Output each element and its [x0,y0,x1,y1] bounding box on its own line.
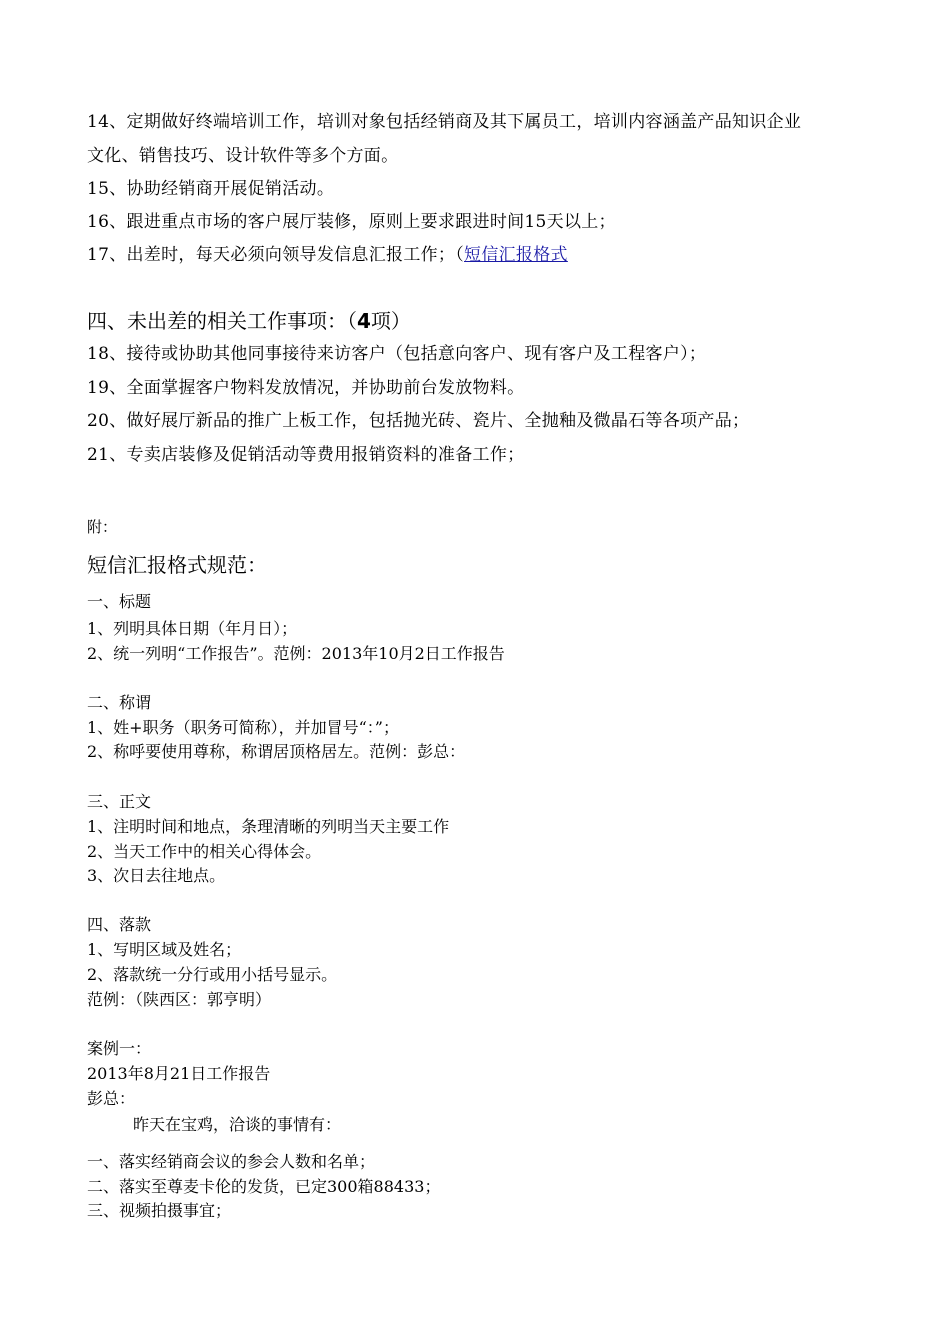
sms-format-link[interactable]: 短信汇报格式 [464,245,568,265]
work-item-18: 18、接待或协助其他同事接待来访客户（包括意向客户、现有客户及工程客户）； [87,344,707,364]
case-one-intro: 昨天在宝鸡，洽谈的事情有： [133,1115,342,1134]
work-item-16: 16、跟进重点市场的客户展厅装修，原则上要求跟进时间15天以上； [87,212,616,232]
signature-example: 范例：（陕西区：郭亨明） [87,990,272,1009]
work-item-15: 15、协助经销商开展促销活动。 [87,179,335,199]
case-one-item-1: 一、落实经销商会议的参会人数和名单； [87,1152,376,1171]
body-rule-1: 1、注明时间和地点，条理清晰的列明当天主要工作 [87,817,450,836]
appendix-label: 附： [87,518,118,536]
section-4-heading-suffix: 项） [370,309,411,333]
signature-section-heading: 四、落款 [87,915,152,934]
case-one-date: 2013年8月21日工作报告 [87,1064,271,1083]
signature-rule-1: 1、写明区域及姓名； [87,940,242,959]
title-rule-1: 1、列明具体日期（年月日）； [87,619,298,638]
salutation-rule-2: 2、称呼要使用尊称，称谓居顶格居左。范例：彭总： [87,742,466,761]
body-section-heading: 三、正文 [87,792,152,811]
work-item-17 [87,240,568,265]
work-item-19: 19、全面掌握客户物料发放情况，并协助前台发放物料。 [87,378,525,398]
section-4-heading [87,305,411,334]
body-rule-3: 3、次日去往地点。 [87,866,226,885]
work-item-20: 20、做好展厅新品的推广上板工作，包括抛光砖、瓷片、全抛釉及微晶石等各项产品； [87,411,750,431]
case-one-salutation: 彭总： [87,1089,136,1108]
work-item-14-continued: 文化、销售技巧、设计软件等多个方面。 [87,146,399,166]
section-4-heading-text: 四、未出差的相关工作事项：（ [87,309,357,333]
body-rule-2: 2、当天工作中的相关心得体会。 [87,842,322,861]
case-one-item-2: 二、落实至尊麦卡伦的发货，已定300箱88433； [87,1177,441,1196]
salutation-rule-1: 1、姓+职务（职务可简称），并加冒号“：”； [87,718,399,737]
section-4-count: 4 [357,309,371,333]
work-item-14: 14、定期做好终端培训工作，培训对象包括经销商及其下属员工，培训内容涵盖产品知识企业 [87,112,802,132]
case-one-label: 案例一： [87,1039,152,1058]
work-item-17-text: 17、出差时，每天必须向领导发信息汇报工作；（ [87,245,465,265]
appendix-title: 短信汇报格式规范： [87,553,267,577]
signature-rule-2: 2、落款统一分行或用小括号显示。 [87,965,338,984]
salutation-section-heading: 二、称谓 [87,693,152,712]
case-one-item-3: 三、视频拍摄事宜； [87,1201,232,1220]
title-rule-2: 2、统一列明“工作报告”。范例：2013年10月2日工作报告 [87,644,505,663]
work-item-21: 21、专卖店装修及促销活动等费用报销资料的准备工作； [87,445,525,465]
title-section-heading: 一、标题 [87,592,152,611]
